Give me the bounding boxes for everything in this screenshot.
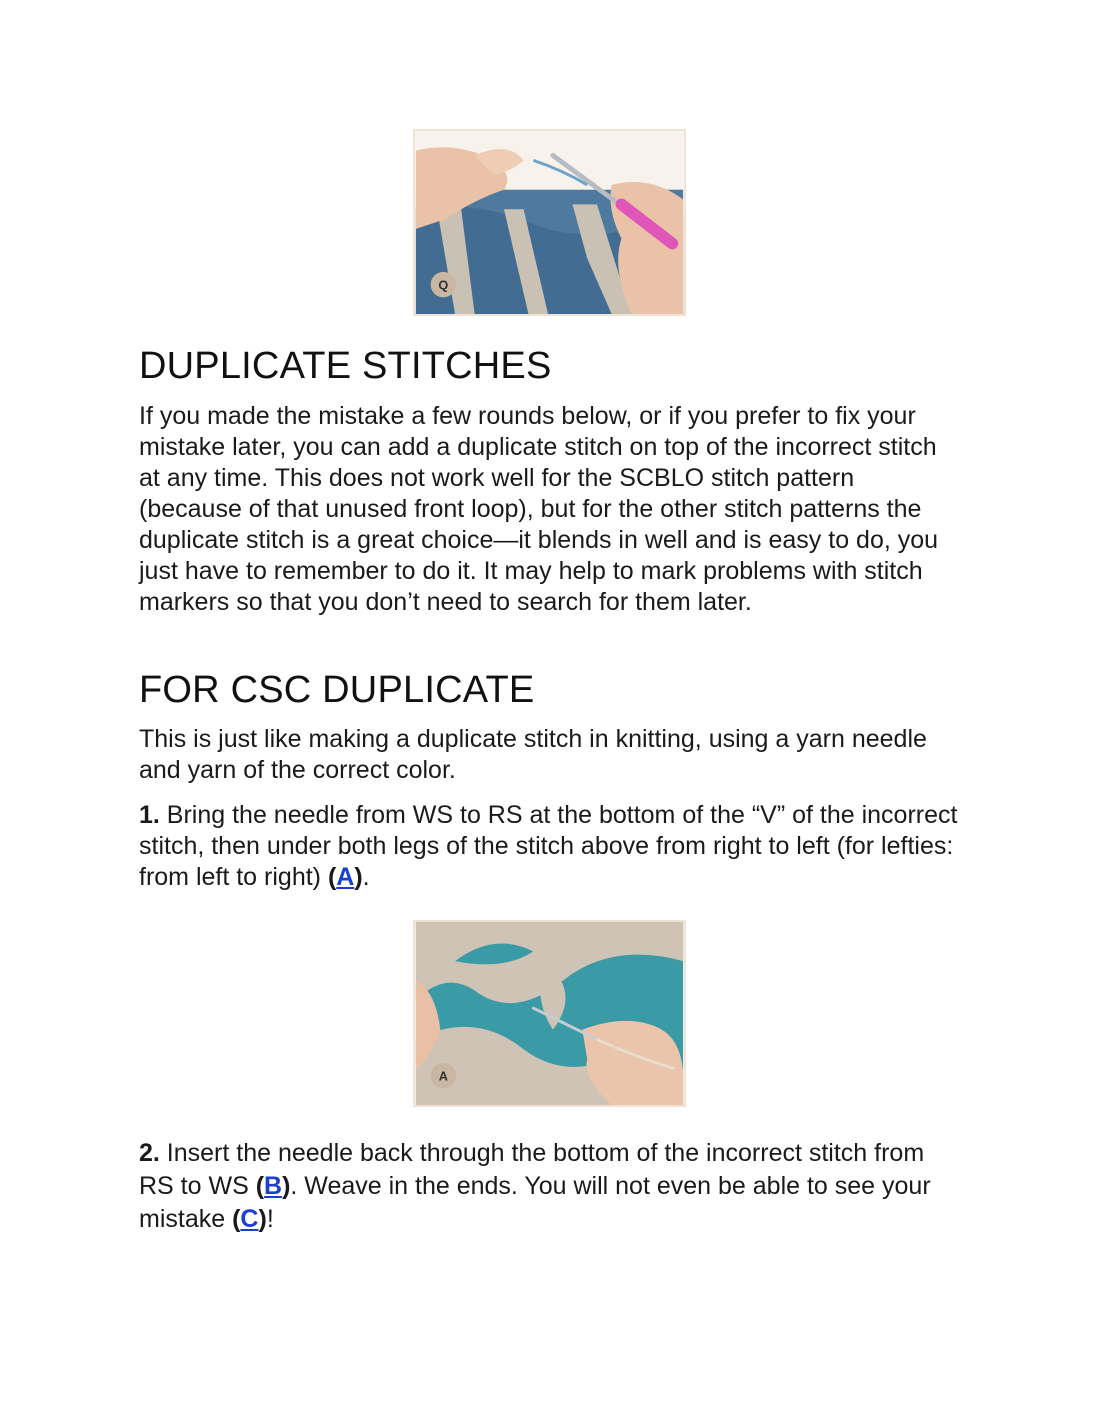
- step-2-paren-open-c: (: [232, 1205, 241, 1233]
- step-1: [139, 800, 959, 893]
- step-1-number: 1.: [139, 801, 160, 829]
- crochet-hook-photo: [415, 131, 684, 314]
- step-2-paren-open-b: (: [255, 1172, 265, 1200]
- step-2-paren-close-c: ): [258, 1205, 267, 1233]
- duplicate-stitches-body: If you made the mistake a few rounds below, or if you prefer to fix your mistake later, you can add a duplicate stitch on top of the incorrect stitch at any time. This does not work well for the SCBLO stitch pattern (because of that unused front loop), but for the other stitch patterns the duplicate stitch is a great choice—it blends in well and is easy to do, you just have to remember to do it. It may help to mark problems with stitch markers so that you don’t need to search for them later.: [139, 402, 939, 616]
- step-2-number: 2.: [139, 1139, 160, 1167]
- photo-q: [413, 129, 686, 316]
- csc-intro: This is just like making a duplicate stitch in knitting, using a yarn needle and yarn of the correct color.: [139, 725, 927, 784]
- section-title-duplicate-stitches: DUPLICATE STITCHES: [139, 345, 552, 387]
- step-1-paren-open: (: [327, 863, 337, 891]
- duplicate-stitch-photo: [415, 922, 684, 1105]
- step-2-end: !: [266, 1205, 274, 1233]
- figure-a-link[interactable]: A: [336, 863, 355, 891]
- step-1-paren-close: ): [354, 863, 363, 891]
- step-2-text-b: . Weave in the ends. You will not even be able to see your mistake: [139, 1172, 931, 1233]
- step-1-text: Bring the needle from WS to RS at the bottom of the “V” of the incorrect stitch, then under both legs of the stitch above from right to left (for lefties: from left to right): [139, 801, 958, 891]
- figure-c-link[interactable]: C: [240, 1205, 259, 1233]
- figure-b-link[interactable]: B: [264, 1172, 283, 1200]
- step-1-end: .: [362, 863, 370, 891]
- step-2: [139, 1137, 959, 1236]
- photo-q-badge: Q: [438, 277, 449, 293]
- section-title-csc-duplicate: FOR CSC DUPLICATE: [139, 669, 535, 711]
- photo-a-badge: A: [438, 1068, 448, 1084]
- photo-a: [413, 920, 686, 1107]
- step-2-paren-close-b: ): [282, 1172, 291, 1200]
- step-2-text-a: Insert the needle back through the bottom of the incorrect stitch from RS to WS: [139, 1139, 925, 1200]
